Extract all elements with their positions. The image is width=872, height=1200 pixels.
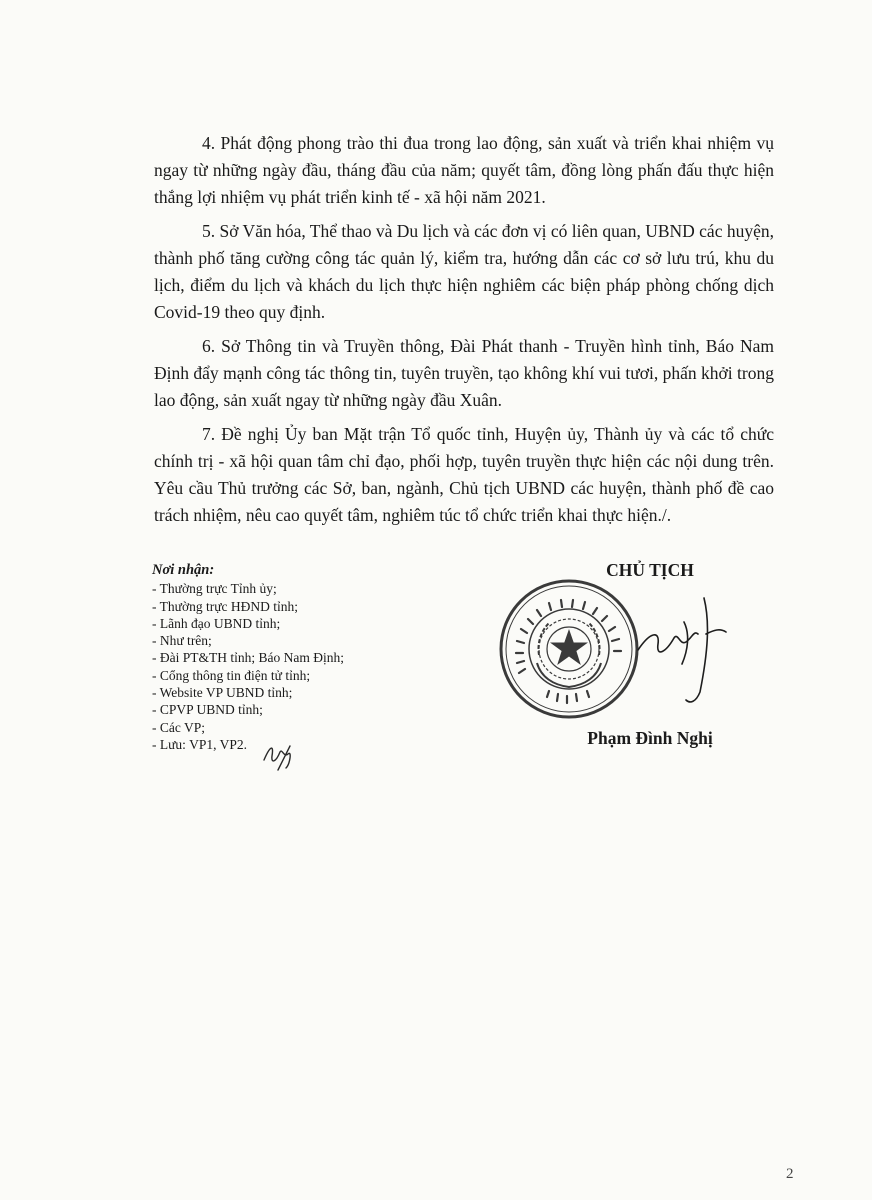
- recipient-item: - Thường trực Tỉnh ủy;: [152, 581, 277, 597]
- paragraph-5: 5. Sở Văn hóa, Thể thao và Du lịch và các đơn vị có liên quan, UBND các huyện, thành phố tăng cường công tác quản lý, kiểm tra, hướng dẫn các cơ sở lưu trú, khu du lịch, điểm du lịch và khách du lịch thực hiện nghiêm các biện pháp phòng chống dịch Covid-19 theo quy định.: [154, 221, 774, 322]
- recipient-item: - Đài PT&TH tỉnh; Báo Nam Định;: [152, 650, 344, 666]
- recipients-block: [152, 562, 452, 753]
- paragraph-7: 7. Đề nghị Ủy ban Mặt trận Tổ quốc tỉnh, Huyện ủy, Thành ủy và các tổ chức chính trị - xã hội quan tâm chỉ đạo, phối hợp, tuyên truyền thực hiện các nội dung trên. Yêu cầu Thủ trưởng các Sở, ban, ngành, Chủ tịch UBND các huyện, thành phố đề cao trách nhiệm, nêu cao quyết tâm, nghiêm túc tổ chức triển khai thực hiện./.: [154, 424, 774, 525]
- recipient-item: - Các VP;: [152, 719, 205, 735]
- recipient-item: - CPVP UBND tỉnh;: [152, 702, 263, 718]
- recipient-item: - Website VP UBND tỉnh;: [152, 685, 293, 701]
- recipient-item: - Như trên;: [152, 633, 212, 649]
- signature-icon: [630, 592, 730, 708]
- official-seal-icon: [497, 577, 641, 721]
- recipients-heading: Nơi nhận:: [152, 562, 215, 578]
- recipient-item: - Cổng thông tin điện tử tỉnh;: [152, 667, 311, 683]
- page-number: 2: [786, 1166, 794, 1182]
- signer-name: Phạm Đình Nghị: [587, 728, 713, 748]
- paragraph-4: 4. Phát động phong trào thi đua trong lao động, sản xuất và triển khai nhiệm vụ ngay từ những ngày đầu, tháng đầu của năm; quyết tâm, đồng lòng phấn đấu thực hiện thắng lợi nhiệm vụ phát triển kinh tế - xã hội năm 2021.: [154, 133, 774, 207]
- recipient-item: - Lưu: VP1, VP2.: [152, 736, 247, 752]
- body-text: [154, 130, 774, 536]
- recipient-item: - Lãnh đạo UBND tỉnh;: [152, 615, 281, 631]
- initials-icon: [260, 738, 304, 772]
- recipient-item: - Thường trực HĐND tỉnh;: [152, 598, 299, 614]
- paragraph-6: 6. Sở Thông tin và Truyền thông, Đài Phát thanh - Truyền hình tỉnh, Báo Nam Định đẩy mạnh công tác thông tin, tuyên truyền, tạo không khí vui tươi, phấn khởi trong lao động, sản xuất ngay từ những ngày đầu Xuân.: [154, 336, 774, 410]
- signer-title: CHỦ TỊCH: [606, 560, 694, 580]
